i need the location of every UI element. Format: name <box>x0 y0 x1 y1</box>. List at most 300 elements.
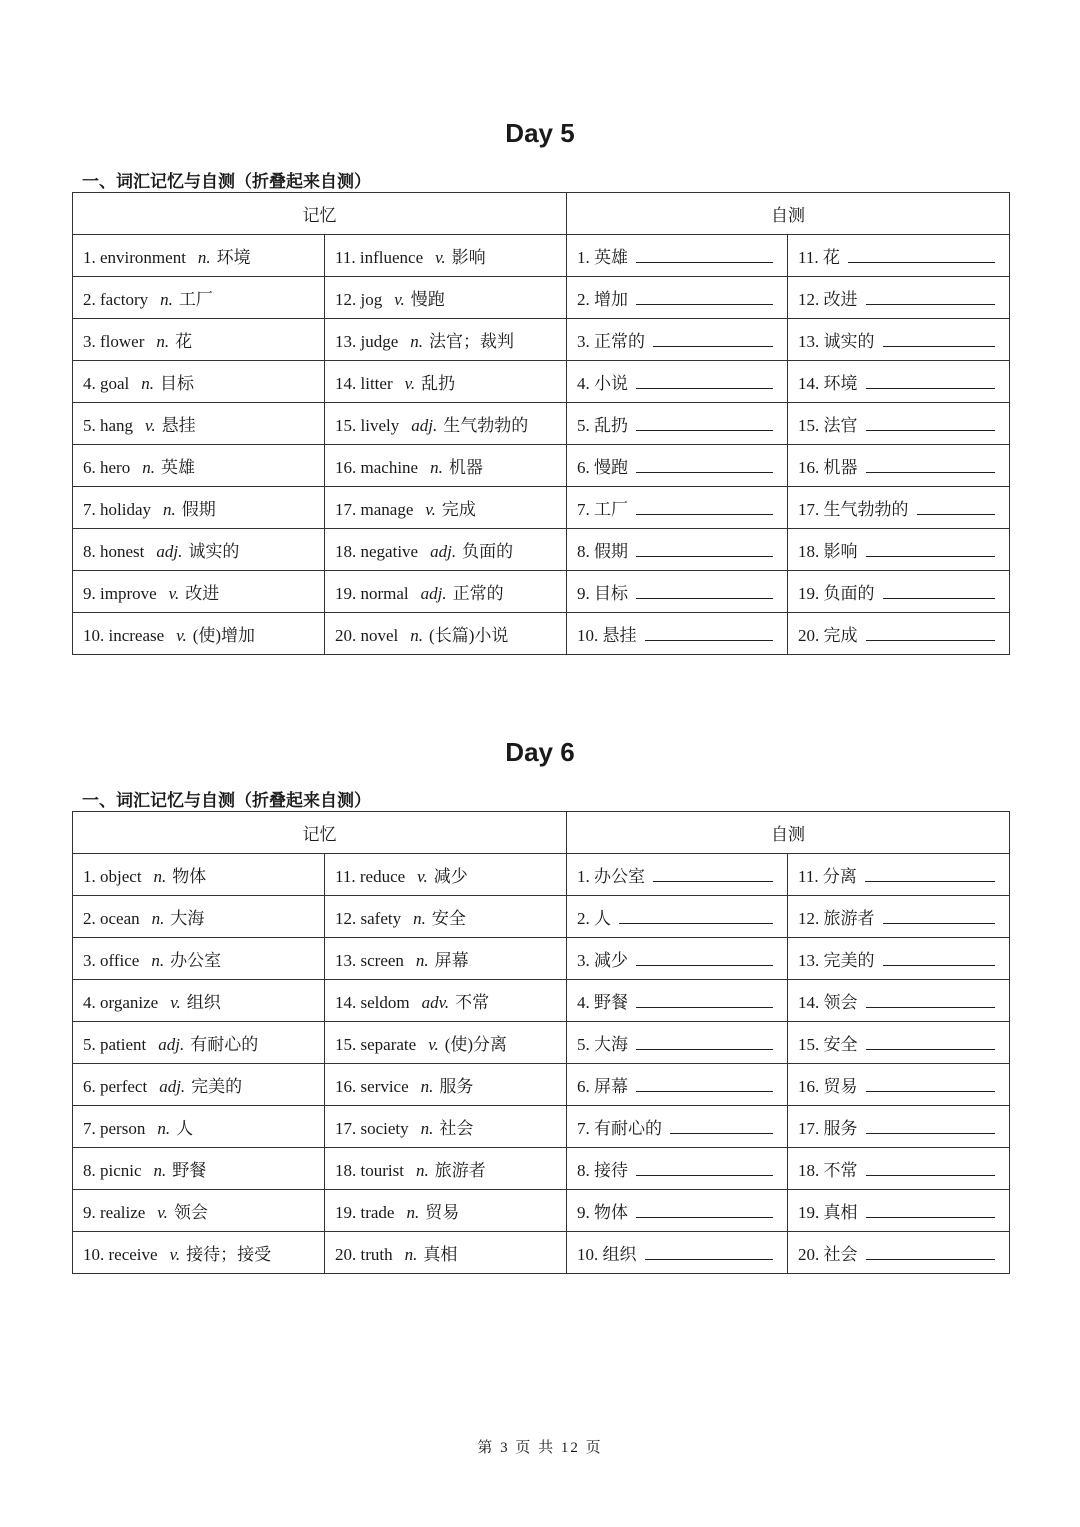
vocab-word: 7. person <box>83 1119 146 1138</box>
table-row <box>73 235 1010 277</box>
chinese-meaning: (使)分离 <box>444 1035 508 1054</box>
chinese-meaning: 改进 <box>185 584 220 603</box>
self-test-prompt: 14. 领会 <box>798 993 858 1012</box>
table-row <box>73 1106 1010 1148</box>
vocab-word: 2. factory <box>83 290 149 309</box>
chinese-meaning: 慢跑 <box>410 290 445 309</box>
self-test-prompt: 17. 服务 <box>798 1119 858 1138</box>
vocab-cell <box>73 445 325 487</box>
chinese-meaning: 大海 <box>170 909 205 928</box>
vocab-word: 4. organize <box>83 993 159 1012</box>
vocab-word: 6. hero <box>83 458 131 477</box>
vocab-word: 11. reduce <box>335 867 406 886</box>
table-row <box>73 613 1010 655</box>
answer-blank[interactable] <box>619 907 773 924</box>
vocab-cell <box>73 613 325 655</box>
part-of-speech: n. <box>163 500 176 519</box>
self-test-cell <box>788 319 1010 361</box>
vocab-cell <box>325 529 567 571</box>
vocab-cell <box>73 980 325 1022</box>
vocab-cell <box>73 235 325 277</box>
part-of-speech: v. <box>428 1035 439 1054</box>
self-test-prompt: 2. 人 <box>577 909 611 928</box>
self-test-cell <box>788 980 1010 1022</box>
chinese-meaning: 真相 <box>423 1245 458 1264</box>
vocab-word: 12. jog <box>335 290 383 309</box>
table-row <box>73 980 1010 1022</box>
part-of-speech: adj. <box>411 416 438 435</box>
part-of-speech: n. <box>153 867 167 886</box>
self-test-header: 自测 <box>567 193 1010 235</box>
table-row <box>73 403 1010 445</box>
chinese-meaning: 假期 <box>181 500 216 519</box>
answer-blank[interactable] <box>636 991 773 1008</box>
chinese-meaning: 负面的 <box>462 542 514 561</box>
vocab-cell <box>325 938 567 980</box>
self-test-prompt: 17. 生气勃勃的 <box>798 500 909 519</box>
self-test-cell <box>788 613 1010 655</box>
vocab-cell <box>325 1190 567 1232</box>
self-test-cell <box>788 896 1010 938</box>
answer-blank[interactable] <box>866 1159 995 1176</box>
answer-blank[interactable] <box>917 498 995 515</box>
vocab-word: 2. ocean <box>83 909 140 928</box>
vocab-word: 12. safety <box>335 909 402 928</box>
answer-blank[interactable] <box>866 456 995 473</box>
vocab-cell <box>325 1106 567 1148</box>
vocab-word: 5. patient <box>83 1035 147 1054</box>
part-of-speech: adj. <box>158 1035 185 1054</box>
vocab-cell <box>73 403 325 445</box>
vocab-cell <box>325 896 567 938</box>
answer-blank[interactable] <box>636 582 773 599</box>
answer-blank[interactable] <box>636 1033 773 1050</box>
vocab-word: 8. picnic <box>83 1161 142 1180</box>
self-test-prompt: 7. 有耐心的 <box>577 1119 662 1138</box>
vocab-cell <box>325 571 567 613</box>
self-test-cell <box>788 277 1010 319</box>
chinese-meaning: 诚实的 <box>188 542 240 561</box>
table-row <box>73 319 1010 361</box>
chinese-meaning: 目标 <box>160 374 195 393</box>
part-of-speech: v. <box>394 290 405 309</box>
self-test-cell <box>567 613 788 655</box>
answer-blank[interactable] <box>670 1117 773 1134</box>
vocab-cell <box>73 854 325 896</box>
vocab-cell <box>73 1232 325 1274</box>
part-of-speech: n. <box>157 1119 171 1138</box>
self-test-prompt: 8. 假期 <box>577 542 628 561</box>
vocab-word: 19. trade <box>335 1203 395 1222</box>
self-test-prompt: 13. 诚实的 <box>798 332 875 351</box>
answer-blank[interactable] <box>865 865 995 882</box>
self-test-prompt: 19. 负面的 <box>798 584 875 603</box>
vocab-word: 9. improve <box>83 584 157 603</box>
vocab-word: 14. litter <box>335 374 393 393</box>
self-test-prompt: 14. 环境 <box>798 374 858 393</box>
answer-blank[interactable] <box>636 456 773 473</box>
day5-title: Day 5 <box>505 118 575 148</box>
vocab-cell <box>325 1064 567 1106</box>
part-of-speech: adj. <box>159 1077 186 1096</box>
answer-blank[interactable] <box>645 624 773 641</box>
answer-blank[interactable] <box>636 498 773 515</box>
self-test-prompt: 11. 花 <box>798 248 840 267</box>
self-test-prompt: 12. 改进 <box>798 290 858 309</box>
chinese-meaning: 工厂 <box>178 290 213 309</box>
chinese-meaning: 旅游者 <box>434 1161 486 1180</box>
answer-blank[interactable] <box>636 1201 773 1218</box>
part-of-speech: n. <box>151 951 165 970</box>
self-test-cell <box>788 445 1010 487</box>
chinese-meaning: (长篇)小说 <box>429 626 509 645</box>
part-of-speech: v. <box>145 416 156 435</box>
table-row <box>73 1064 1010 1106</box>
self-test-prompt: 8. 接待 <box>577 1161 628 1180</box>
self-test-prompt: 20. 完成 <box>798 626 858 645</box>
chinese-meaning: 机器 <box>448 458 483 477</box>
part-of-speech: n. <box>142 458 155 477</box>
table-row <box>73 445 1010 487</box>
self-test-cell <box>788 361 1010 403</box>
self-test-prompt: 1. 办公室 <box>577 867 645 886</box>
chinese-meaning: 服务 <box>439 1077 474 1096</box>
chinese-meaning: 环境 <box>216 248 251 267</box>
chinese-meaning: 英雄 <box>160 458 195 477</box>
answer-blank[interactable] <box>883 582 995 599</box>
self-test-prompt: 20. 社会 <box>798 1245 858 1264</box>
vocab-word: 14. seldom <box>335 993 410 1012</box>
self-test-cell <box>788 403 1010 445</box>
answer-blank[interactable] <box>866 372 995 389</box>
vocab-word: 6. perfect <box>83 1077 148 1096</box>
part-of-speech: v. <box>435 248 446 267</box>
vocab-cell <box>325 235 567 277</box>
answer-blank[interactable] <box>636 288 773 305</box>
vocab-cell <box>73 1022 325 1064</box>
part-of-speech: v. <box>169 1245 181 1264</box>
vocab-cell <box>325 487 567 529</box>
vocab-word: 16. service <box>335 1077 409 1096</box>
table-row <box>73 1022 1010 1064</box>
self-test-prompt: 11. 分离 <box>798 867 857 886</box>
part-of-speech: v. <box>425 500 436 519</box>
vocab-cell <box>73 1148 325 1190</box>
vocab-word: 18. tourist <box>335 1161 404 1180</box>
self-test-cell <box>567 938 788 980</box>
self-test-prompt: 15. 安全 <box>798 1035 858 1054</box>
vocab-word: 11. influence <box>335 248 424 267</box>
table-row <box>73 896 1010 938</box>
self-test-prompt: 10. 组织 <box>577 1245 637 1264</box>
chinese-meaning: 生气勃勃的 <box>443 416 529 435</box>
self-test-cell <box>567 571 788 613</box>
table-row <box>73 854 1010 896</box>
self-test-cell <box>788 1148 1010 1190</box>
vocab-word: 13. judge <box>335 332 399 351</box>
chinese-meaning: 减少 <box>433 867 468 886</box>
self-test-cell <box>788 529 1010 571</box>
table-row <box>73 571 1010 613</box>
self-test-prompt: 3. 减少 <box>577 951 628 970</box>
part-of-speech: n. <box>410 332 424 351</box>
vocab-word: 10. increase <box>83 626 165 645</box>
chinese-meaning: 人 <box>176 1119 194 1138</box>
self-test-prompt: 18. 影响 <box>798 542 858 561</box>
self-test-cell <box>788 1064 1010 1106</box>
vocab-cell <box>325 1022 567 1064</box>
vocab-word: 20. novel <box>335 626 399 645</box>
part-of-speech: n. <box>151 909 165 928</box>
answer-blank[interactable] <box>653 330 773 347</box>
part-of-speech: adv. <box>421 993 450 1012</box>
answer-blank[interactable] <box>645 1243 773 1260</box>
answer-blank[interactable] <box>866 288 995 305</box>
self-test-prompt: 6. 慢跑 <box>577 458 628 477</box>
chinese-meaning: 野餐 <box>172 1161 207 1180</box>
self-test-prompt: 9. 物体 <box>577 1203 628 1222</box>
self-test-cell <box>788 235 1010 277</box>
vocab-word: 3. flower <box>83 332 145 351</box>
vocab-cell <box>325 1148 567 1190</box>
self-test-prompt: 10. 悬挂 <box>577 626 637 645</box>
memory-header: 记忆 <box>73 812 567 854</box>
self-test-prompt: 13. 完美的 <box>798 951 875 970</box>
chinese-meaning: 完成 <box>441 500 476 519</box>
answer-blank[interactable] <box>636 1159 773 1176</box>
answer-blank[interactable] <box>866 1033 995 1050</box>
self-test-prompt: 3. 正常的 <box>577 332 645 351</box>
self-test-cell <box>567 319 788 361</box>
vocab-cell <box>73 529 325 571</box>
vocab-cell <box>73 1064 325 1106</box>
vocab-word: 13. screen <box>335 951 404 970</box>
self-test-prompt: 1. 英雄 <box>577 248 628 267</box>
vocab-cell <box>325 277 567 319</box>
self-test-header: 自测 <box>567 812 1010 854</box>
chinese-meaning: 贸易 <box>425 1203 460 1222</box>
answer-blank[interactable] <box>866 1117 995 1134</box>
self-test-cell <box>567 1064 788 1106</box>
answer-blank[interactable] <box>866 991 995 1008</box>
vocab-word: 18. negative <box>335 542 419 561</box>
page-footer: 第 3 页 共 12 页 <box>477 1440 603 1456</box>
table-row <box>73 487 1010 529</box>
self-test-cell <box>567 980 788 1022</box>
self-test-prompt: 4. 小说 <box>577 374 628 393</box>
self-test-prompt: 12. 旅游者 <box>798 909 875 928</box>
header-row <box>73 193 1010 235</box>
part-of-speech: adj. <box>430 542 457 561</box>
vocab-cell <box>325 980 567 1022</box>
self-test-cell <box>788 487 1010 529</box>
answer-blank[interactable] <box>636 372 773 389</box>
self-test-cell <box>788 571 1010 613</box>
self-test-cell <box>567 1022 788 1064</box>
self-test-prompt: 5. 大海 <box>577 1035 628 1054</box>
part-of-speech: adj. <box>420 584 447 603</box>
part-of-speech: n. <box>406 1203 420 1222</box>
self-test-prompt: 4. 野餐 <box>577 993 628 1012</box>
answer-blank[interactable] <box>883 330 995 347</box>
vocab-word: 4. goal <box>83 374 130 393</box>
vocab-cell <box>73 571 325 613</box>
vocab-word: 5. hang <box>83 416 134 435</box>
answer-blank[interactable] <box>653 865 773 882</box>
part-of-speech: n. <box>404 1245 418 1264</box>
chinese-meaning: 影响 <box>451 248 486 267</box>
self-test-prompt: 15. 法官 <box>798 416 858 435</box>
chinese-meaning: 正常的 <box>452 584 504 603</box>
chinese-meaning: 物体 <box>172 867 207 886</box>
memory-header: 记忆 <box>73 193 567 235</box>
self-test-cell <box>567 854 788 896</box>
self-test-prompt: 7. 工厂 <box>577 500 628 519</box>
vocab-cell <box>325 361 567 403</box>
self-test-cell <box>567 529 788 571</box>
self-test-cell <box>567 361 788 403</box>
self-test-cell <box>567 1148 788 1190</box>
vocab-word: 17. manage <box>335 500 414 519</box>
part-of-speech: n. <box>430 458 443 477</box>
part-of-speech: v. <box>404 374 416 393</box>
vocab-cell <box>73 319 325 361</box>
self-test-cell <box>567 277 788 319</box>
part-of-speech: n. <box>156 332 170 351</box>
part-of-speech: n. <box>153 1161 167 1180</box>
answer-blank[interactable] <box>866 414 995 431</box>
vocab-word: 8. honest <box>83 542 145 561</box>
day5-section-heading: 一、词汇记忆与自测（折叠起来自测） <box>82 172 371 192</box>
vocab-cell <box>325 319 567 361</box>
table-row <box>73 277 1010 319</box>
answer-blank[interactable] <box>883 907 995 924</box>
self-test-prompt: 16. 机器 <box>798 458 858 477</box>
day6-vocab-table <box>72 811 1010 1274</box>
answer-blank[interactable] <box>636 949 773 966</box>
vocab-word: 7. holiday <box>83 500 151 519</box>
answer-blank[interactable] <box>866 1201 995 1218</box>
self-test-cell <box>788 1022 1010 1064</box>
self-test-cell <box>788 1232 1010 1274</box>
table-row <box>73 529 1010 571</box>
part-of-speech: n. <box>415 951 429 970</box>
part-of-speech: n. <box>197 248 211 267</box>
chinese-meaning: 领会 <box>173 1203 208 1222</box>
part-of-speech: n. <box>415 1161 429 1180</box>
table-row <box>73 361 1010 403</box>
self-test-prompt: 19. 真相 <box>798 1203 858 1222</box>
chinese-meaning: 乱扔 <box>421 374 456 393</box>
answer-blank[interactable] <box>866 624 995 641</box>
table-row <box>73 938 1010 980</box>
part-of-speech: v. <box>417 867 428 886</box>
chinese-meaning: 悬挂 <box>161 416 196 435</box>
self-test-cell <box>788 854 1010 896</box>
table-row <box>73 1190 1010 1232</box>
vocab-cell <box>73 277 325 319</box>
chinese-meaning: 安全 <box>431 909 466 928</box>
vocab-word: 17. society <box>335 1119 409 1138</box>
vocab-word: 20. truth <box>335 1245 393 1264</box>
table-row <box>73 1232 1010 1274</box>
chinese-meaning: 有耐心的 <box>190 1035 259 1054</box>
day5-vocab-table <box>72 192 1010 655</box>
self-test-cell <box>567 445 788 487</box>
self-test-cell <box>567 1232 788 1274</box>
part-of-speech: v. <box>157 1203 168 1222</box>
vocab-word: 3. office <box>83 951 140 970</box>
answer-blank[interactable] <box>636 246 773 263</box>
part-of-speech: n. <box>413 909 426 928</box>
answer-blank[interactable] <box>636 1075 773 1092</box>
part-of-speech: n. <box>420 1119 434 1138</box>
vocab-word: 1. object <box>83 867 142 886</box>
vocab-word: 10. receive <box>83 1245 158 1264</box>
self-test-prompt: 16. 贸易 <box>798 1077 858 1096</box>
self-test-cell <box>788 938 1010 980</box>
chinese-meaning: 不常 <box>455 993 490 1012</box>
answer-blank[interactable] <box>866 540 995 557</box>
table-row <box>73 1148 1010 1190</box>
chinese-meaning: 法官；裁判 <box>429 332 515 351</box>
vocab-cell <box>73 487 325 529</box>
day6-title: Day 6 <box>505 737 575 767</box>
vocab-word: 9. realize <box>83 1203 146 1222</box>
self-test-cell <box>567 1106 788 1148</box>
vocab-cell <box>325 613 567 655</box>
chinese-meaning: 办公室 <box>170 951 222 970</box>
answer-blank[interactable] <box>866 1243 995 1260</box>
part-of-speech: n. <box>160 290 173 309</box>
self-test-prompt: 9. 目标 <box>577 584 628 603</box>
answer-blank[interactable] <box>883 949 995 966</box>
self-test-cell <box>567 403 788 445</box>
self-test-cell <box>567 235 788 277</box>
part-of-speech: v. <box>168 584 180 603</box>
self-test-cell <box>567 1190 788 1232</box>
answer-blank[interactable] <box>636 540 773 557</box>
part-of-speech: v. <box>176 626 187 645</box>
vocab-cell <box>325 445 567 487</box>
vocab-cell <box>325 403 567 445</box>
vocab-word: 19. normal <box>335 584 409 603</box>
part-of-speech: adj. <box>156 542 183 561</box>
part-of-speech: n. <box>410 626 424 645</box>
chinese-meaning: 接待；接受 <box>186 1245 272 1264</box>
part-of-speech: v. <box>170 993 181 1012</box>
self-test-cell <box>567 896 788 938</box>
header-row <box>73 812 1010 854</box>
day6-section-heading: 一、词汇记忆与自测（折叠起来自测） <box>82 791 371 811</box>
vocab-word: 1. environment <box>83 248 186 267</box>
self-test-prompt: 6. 屏幕 <box>577 1077 628 1096</box>
answer-blank[interactable] <box>848 246 995 263</box>
vocab-word: 15. separate <box>335 1035 417 1054</box>
self-test-cell <box>567 487 788 529</box>
vocab-cell <box>73 1190 325 1232</box>
vocab-cell <box>73 1106 325 1148</box>
vocab-cell <box>73 361 325 403</box>
self-test-prompt: 5. 乱扔 <box>577 416 628 435</box>
answer-blank[interactable] <box>636 414 773 431</box>
self-test-prompt: 18. 不常 <box>798 1161 858 1180</box>
self-test-cell <box>788 1190 1010 1232</box>
vocab-cell <box>73 896 325 938</box>
self-test-cell <box>788 1106 1010 1148</box>
chinese-meaning: 社会 <box>439 1119 474 1138</box>
answer-blank[interactable] <box>866 1075 995 1092</box>
